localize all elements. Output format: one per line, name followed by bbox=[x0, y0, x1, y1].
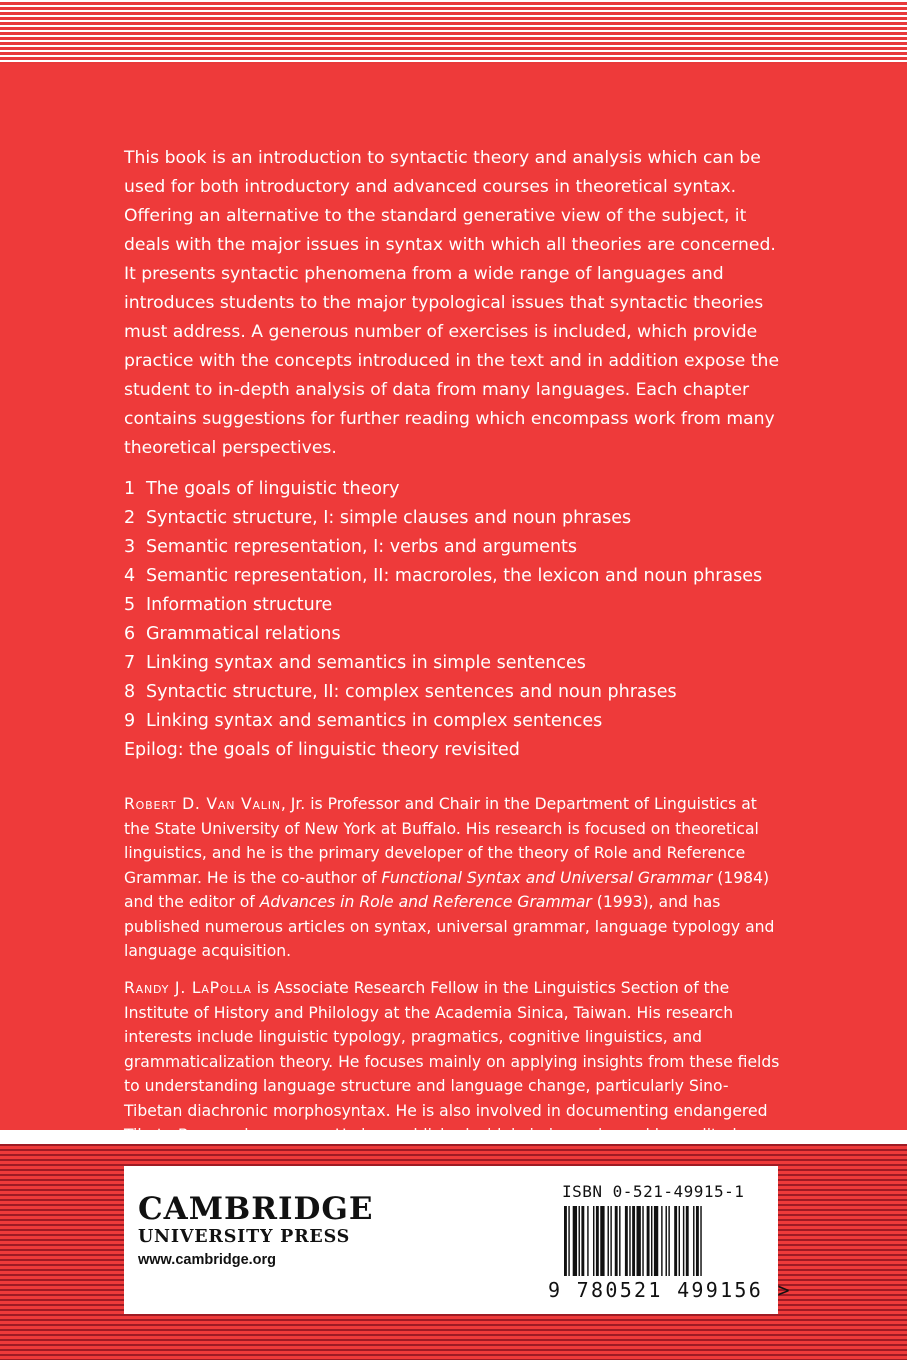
barcode-bar bbox=[696, 1206, 699, 1276]
barcode-bar bbox=[654, 1206, 658, 1276]
barcode-bar bbox=[593, 1206, 594, 1276]
toc-item bbox=[124, 707, 824, 736]
barcode-bar bbox=[693, 1206, 694, 1276]
toc-item bbox=[124, 475, 824, 504]
toc-item bbox=[124, 591, 824, 620]
barcode-bar bbox=[647, 1206, 650, 1276]
book-description: This book is an introduction to syntactic theory and analysis which can be used for both introductory and advanced courses in theoretical syntax. Offering an alternative to the standard generative view of the subject, it deals with the major issues in syntax with which all theories are concerned. It presents syntactic phenomena from a wide range of languages and introduces students to the major typological issues that syntactic theories must address. A generous number of exercises is included, which provide practice with the concepts introduced in the text and in addition expose the student to in-depth analysis of data from many languages. Each chapter contains suggestions for further reading which encompass work from many theoretical perspectives. bbox=[124, 148, 780, 458]
barcode-bar bbox=[596, 1206, 599, 1276]
author-name: Randy J. LaPolla bbox=[124, 979, 252, 997]
toc-number: 8 bbox=[124, 682, 136, 702]
barcode-bar bbox=[642, 1206, 643, 1276]
author-name: Robert D. Van Valin bbox=[124, 795, 281, 813]
book-title: Functional Syntax and Universal Grammar bbox=[381, 868, 713, 887]
barcode-bar bbox=[651, 1206, 652, 1276]
barcode-bar bbox=[581, 1206, 584, 1276]
toc-number: 2 bbox=[124, 508, 136, 528]
toc-item bbox=[124, 504, 824, 533]
toc-number: 5 bbox=[124, 595, 136, 615]
barcode-bar bbox=[587, 1206, 588, 1276]
barcode bbox=[564, 1206, 756, 1276]
barcode-bar bbox=[573, 1206, 577, 1276]
toc-title: Semantic representation, I: verbs and arguments bbox=[146, 537, 578, 557]
bio-text: is Professor and Chair in the Department of Linguistics at the State University of New York at Buffalo. His research is focused on theoretical linguistics, and he is the primary developer of the theory of Role and Reference Grammar. He is the co-author of bbox=[124, 795, 759, 887]
barcode-bar bbox=[629, 1206, 630, 1276]
publisher-panel bbox=[124, 1166, 792, 1314]
toc-number: 4 bbox=[124, 566, 136, 586]
barcode-bar bbox=[610, 1206, 611, 1276]
barcode-bar bbox=[700, 1206, 701, 1276]
toc-title: Syntactic structure, I: simple clauses and noun phrases bbox=[146, 508, 632, 528]
barcode-bar bbox=[686, 1206, 689, 1276]
barcode-bar bbox=[683, 1206, 684, 1276]
publisher-url[interactable]: www.cambridge.org bbox=[138, 1252, 277, 1268]
author-bio-van-valin bbox=[124, 792, 784, 964]
barcode-bar bbox=[668, 1206, 669, 1276]
toc-number: 9 bbox=[124, 711, 136, 731]
publisher-name: CAMBRIDGE bbox=[138, 1191, 374, 1227]
barcode-bar bbox=[679, 1206, 680, 1276]
barcode-bar bbox=[666, 1206, 667, 1276]
bio-text: (1993), and has published numerous articles on syntax, universal grammar, language typology and language acquisition. bbox=[124, 893, 775, 960]
publisher-subtitle: UNIVERSITY PRESS bbox=[138, 1227, 351, 1247]
barcode-bar bbox=[619, 1206, 620, 1276]
toc-title: Information structure bbox=[146, 595, 333, 615]
author-suffix: , Jr. bbox=[280, 795, 306, 813]
ean-number: 9 780521 499156 > bbox=[548, 1278, 792, 1302]
bio-text: (1984) and the editor of bbox=[124, 868, 770, 911]
toc-title: Linking syntax and semantics in complex sentences bbox=[146, 711, 603, 731]
toc-title: Linking syntax and semantics in simple sentences bbox=[146, 653, 586, 673]
barcode-bar bbox=[625, 1206, 628, 1276]
isbn-number: ISBN 0-521-49915-1 bbox=[562, 1182, 745, 1201]
bio-text: is Associate Research Fellow in the Linguistics Section of the Institute of History and Philology at the Academia Sinica, Taiwan. His research interests include linguistic typology, pragmatics, cognitive linguistics, and grammaticalization theory. He focuses mainly on applying insights from these fields to understanding language structure and language change, particularly Sino-Tibetan diachronic morphosyntax. He is also involved in documenting endangered bbox=[124, 979, 780, 1120]
barcode-bar bbox=[615, 1206, 618, 1276]
toc-number: 7 bbox=[124, 653, 136, 673]
barcode-bar bbox=[637, 1206, 641, 1276]
toc-title: Semantic representation, II: macroroles, the lexicon and noun phrases bbox=[146, 566, 763, 586]
barcode-bar bbox=[568, 1206, 569, 1276]
toc-title: The goals of linguistic theory bbox=[146, 479, 400, 499]
toc-number: 1 bbox=[124, 479, 136, 499]
top-stripe-band bbox=[0, 0, 907, 64]
toc-item bbox=[124, 620, 824, 649]
toc-title: Syntactic structure, II: complex sentences and noun phrases bbox=[146, 682, 677, 702]
barcode-bar bbox=[674, 1206, 677, 1276]
barcode-bar bbox=[579, 1206, 580, 1276]
toc-number: 3 bbox=[124, 537, 136, 557]
book-title: Advances in Role and Reference Grammar bbox=[259, 893, 592, 911]
divider-band bbox=[0, 1130, 907, 1144]
toc-item bbox=[124, 678, 824, 707]
barcode-bar bbox=[600, 1206, 604, 1276]
barcode-bar bbox=[564, 1206, 567, 1276]
table-of-contents bbox=[124, 475, 824, 765]
barcode-bar bbox=[661, 1206, 662, 1276]
publisher-logo bbox=[138, 1192, 374, 1248]
barcode-bar bbox=[632, 1206, 635, 1276]
toc-item bbox=[124, 649, 824, 678]
toc-epilog: Epilog: the goals of linguistic theory revisited bbox=[124, 740, 520, 760]
toc-number: 6 bbox=[124, 624, 136, 644]
toc-item bbox=[124, 562, 824, 591]
back-cover-content bbox=[0, 64, 907, 1130]
toc-title: Grammatical relations bbox=[146, 624, 341, 644]
barcode-bar bbox=[608, 1206, 609, 1276]
toc-item bbox=[124, 533, 824, 562]
